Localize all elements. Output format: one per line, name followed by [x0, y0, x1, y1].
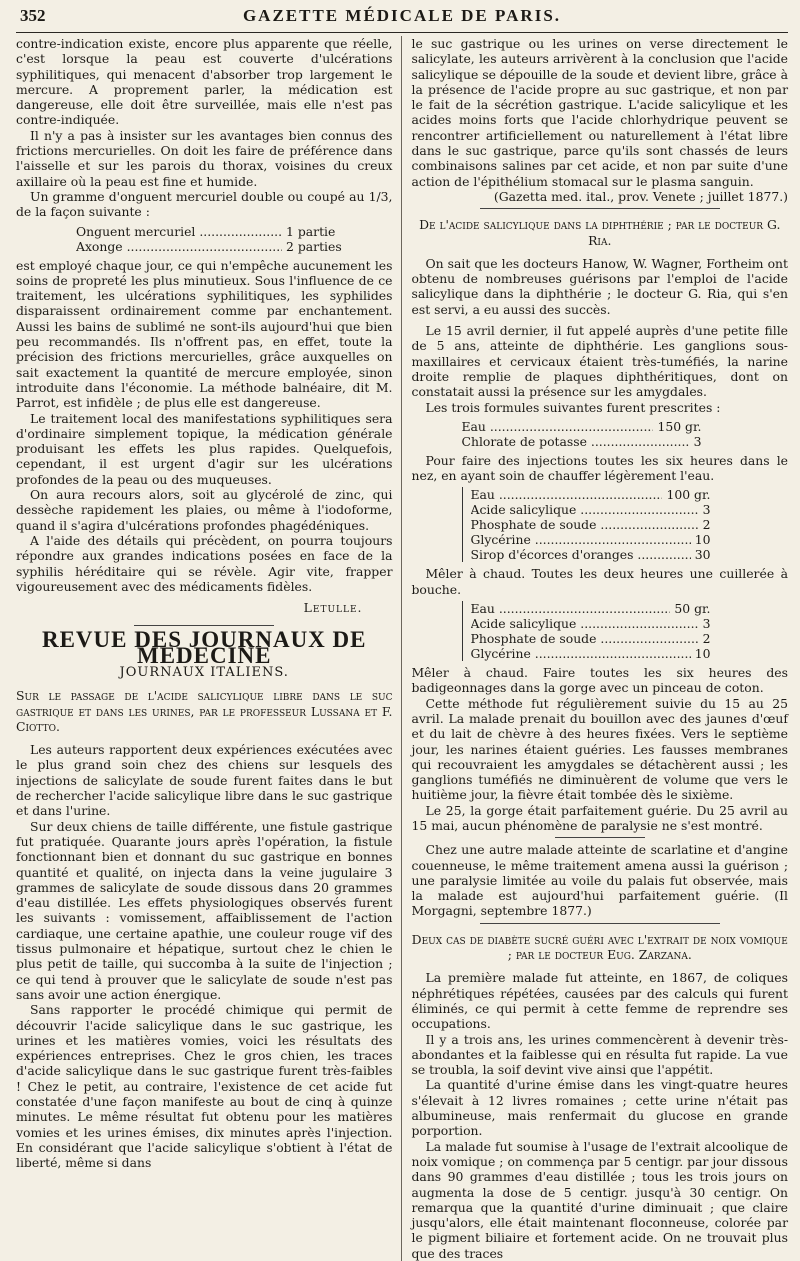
subsection-heading: JOURNAUX ITALIENS.	[119, 664, 289, 680]
paragraph: est employé chaque jour, ce qui n'empêche aucunement les soins de propreté les plus minutieux. Sous l'influence de ce traitement, les ulcérations syphilitiques, les syphilides disparaissent ordinairement comme par enchantement. Aussi les bains de sublimé ne sont-ils aujourd'hui que bien peu recommandés. Ils n'offrent pas, en effet, toute la précision des frictions mercurielles, grâce auxquelles on sait exactement la quantité de mercure employée, sinon introduite dans l'économie. La méthode balnéaire, dit M. Parrot, est infidèle ; de plus elle est dangereuse.	[16, 257, 393, 411]
page-number: 352	[20, 6, 46, 25]
paragraph: La malade fut soumise à l'usage de l'extrait alcoolique de noix vomique ; on commença par 5 centigr. par jour dissous dans 90 grammes d'eau distillée ; tous les trois jours on augmenta la dose de 5 centigr. jusqu'à 30 centigr. On remarqua que la quantité d'urine diminuait ; que claire jusqu'alors, elle était maintenant floconneuse, colorée par le pigment biliaire et fortement acide. On ne trouvait plus que des traces	[411, 1138, 788, 1261]
formula-line: Glycérine ..... 10	[471, 532, 711, 547]
paragraph: Le 25, la gorge était parfaitement guérie. Du 25 avril au 15 mai, aucun phénomène de paralysie ne s'est montré.	[411, 802, 788, 833]
formula-line: Eau ..... 50 gr.	[471, 601, 711, 616]
running-header	[16, 6, 788, 30]
author-signature: Letulle.	[303, 600, 363, 616]
separator-rule	[480, 208, 720, 209]
paragraph: A l'aide des détails qui précèdent, on pourra toujours répondre aux grandes indications posées en face de la syphilis héréditaire qui se révèle. Agir vite, frapper vigoureusement avec des médicaments fidèles.	[16, 532, 393, 594]
formula-line: Phosphate de soude ..... 2	[471, 631, 711, 646]
paragraph: Sans rapporter le procédé chimique qui permit de découvrir l'acide salicylique dans le suc gastrique, les urines et les matières vomies, voici les résultats des expériences entreprises. Chez le gros chien, les traces d'acide salicylique dans le suc gastrique furent très-faibles ! Chez le petit, au contraire, l'existence de cet acide fut constatée d'une façon manifeste au bout de cinq à quinze minutes. Le même résultat fut obtenu pour les matières vomies et les urines émises, dix minutes après l'injection. En considérant que l'acide salicylique s'obtient à l'état de liberté, même si dans	[16, 1002, 393, 1171]
paragraph: Mêler à chaud. Toutes les deux heures une cuillerée à bouche.	[411, 566, 788, 597]
article-title: Sur le passage de l'acide salicylique libre dans le suc gastrique et dans les urines, par le professeur Lussana et F. Ciotto.	[16, 688, 393, 734]
paragraph: On sait que les docteurs Hanow, W. Wagner, Fortheim ont obtenu de nombreuses guérisons par l'emploi de l'acide salicylique dans la diphthérie ; le docteur G. Ria, qui s'en est servi, a eu aussi des succès.	[411, 255, 788, 317]
paragraph: Le traitement local des manifestations syphilitiques sera d'ordinaire simplement topique, la médication générale produisant les effets les plus rapides. Quelquefois, cependant, il est urgent d'agir sur les ulcérations profondes de la peau ou des muqueuses.	[16, 410, 393, 487]
paragraph: le suc gastrique ou les urines on verse directement le salicylate, les auteurs arrivèrent à la conclusion que l'acide salicylique se dépouille de la soude et devient libre, grâce à la présence de l'acide propre au suc gastrique, et non par le fait de la sécrétion gastrique. L'acide salicylique et les acides moins forts que l'acide chlorhydrique peuvent se rencontrer artificiellement ou naturellement à l'état libre dans le suc gastrique, parce qu'ils sont chassés de leurs combinaisons salines par cet acide, et non par suite d'une action de l'épithélium stomacal sur le plasma sanguin.	[411, 36, 788, 189]
separator-rule	[134, 625, 274, 626]
paragraph: La quantité d'urine émise dans les vingt-quatre heures s'élevait à 12 livres romaines ; cette urine n'était pas albumineuse, mais renfermait du glucose en grande porportion.	[411, 1077, 788, 1139]
article-title: De l'acide salicylique dans la diphthérie ; par le docteur G. Ria.	[419, 217, 781, 248]
separator-rule	[480, 923, 720, 924]
article-title: Deux cas de diabète sucré guéri avec l'extrait de noix vomique ; par le docteur Eug. Zarzana.	[411, 931, 788, 963]
paragraph: Il n'y a pas à insister sur les avantages bien connus des frictions mercurielles. On doit les faire de préférence dans l'aisselle et sur les parois du thorax, voisines du creux axillaire où la peau est fine et humide.	[16, 127, 393, 189]
paragraph: Un gramme d'onguent mercuriel double ou coupé au 1/3, de la façon suivante :	[16, 188, 393, 220]
separator-rule	[555, 837, 645, 838]
paragraph: Mêler à chaud. Faire toutes les six heures des badigeonnages dans la gorge avec un pinceau de coton.	[411, 665, 788, 696]
formula-3	[462, 601, 711, 661]
formula-1	[462, 419, 702, 449]
formula-line: Acide salicylique ..... 3	[471, 616, 711, 631]
formula-line: Eau ..... 150 gr.	[462, 419, 702, 434]
paragraph: Chez une autre malade atteinte de scarlatine et d'angine couenneuse, le même traitement amena aussi la guérison ; une paralysie limitée au voile du palais fut observée, mais la malade est aujourd'hui parfaitement guérie. (Il Morgagni, septembre 1877.)	[411, 842, 788, 919]
paragraph: contre-indication existe, encore plus apparente que réelle, c'est lorsque la peau est couverte d'ulcérations syphilitiques, qui menacent d'absorber trop largement le mercure. A proprement parler, la médication est dangereuse, elle doit être surveillée, mais elle n'est pas contre-indiquée.	[16, 36, 393, 128]
paragraph: Pour faire des injections toutes les six heures dans le nez, en ayant soin de chauffer légèrement l'eau.	[411, 452, 788, 484]
paragraph: On aura recours alors, soit au glycérolé de zinc, qui dessèche rapidement les plaies, ou même à l'iodoforme, quand il s'agira d'ulcérations profondes phagédéniques.	[16, 487, 393, 533]
paragraph: Sur deux chiens de taille différente, une fistule gastrique fut pratiquée. Quarante jours après l'opération, la fistule fonctionnant bien et donnant du suc gastrique en bonnes quantité et qualité, on injecta dans la veine jugulaire 3 grammes de salicylate de soude dissous dans 20 grammes d'eau distillée. Les effets physiologiques observés furent les suivants : vomissement, affaiblissement de l'action cardiaque, une certaine apathie, une couleur rouge vif des tissus pulmonaire et hépatique, surtout chez le chien le plus petit de taille, qui succomba à la suite de l'injection ; ce qui tend à prouver que le salicylate de soude n'est pas sans avoir une action énergique.	[16, 818, 393, 1002]
right-column	[402, 36, 789, 1261]
recipe-line: Onguent mercuriel ..... 1 partie	[76, 224, 366, 239]
left-column	[16, 36, 402, 1261]
paragraph: Les trois formules suivantes furent prescrites :	[425, 399, 721, 415]
formula-line: Chlorate de potasse ..... 3	[462, 434, 702, 449]
source-citation: (Gazetta med. ital., prov. Venete ; juillet 1877.)	[493, 188, 788, 204]
journal-title: GAZETTE MÉDICALE DE PARIS.	[242, 6, 562, 25]
formula-line: Glycérine ..... 10	[471, 646, 711, 661]
formula-2	[462, 487, 711, 562]
paragraph: Le 15 avril dernier, il fut appelé auprès d'une petite fille de 5 ans, atteinte de diphthérie. Les ganglions sous-maxillaires et cervicaux étaient très-tuméfiés, la narine droite remplie de plaques diphthéritiques, dont on constatait aussi la présence sur les amygdales.	[411, 323, 788, 400]
formula-line: Sirop d'écorces d'oranges ..... 30	[471, 547, 711, 562]
formula-line: Phosphate de soude ..... 2	[471, 517, 711, 532]
formula-line: Acide salicylique ..... 3	[471, 502, 711, 517]
ointment-recipe	[76, 224, 366, 254]
header-rule	[16, 32, 788, 33]
paragraph: Les auteurs rapportent deux expériences exécutées avec le plus grand soin chez des chiens sur lesquels des injections de salicylate de soude furent faites dans le but de rechercher l'acide salicylique libre dans le suc gastrique et dans l'urine.	[16, 742, 393, 819]
paragraph: Il y a trois ans, les urines commencèrent à devenir très-abondantes et la faiblesse qui en résulta fut rapide. La vue se troubla, la soif devint vive ainsi que l'appétit.	[411, 1031, 788, 1078]
recipe-line: Axonge ..... 2 parties	[76, 239, 366, 254]
paragraph: La première malade fut atteinte, en 1867, de coliques néphrétiques répétées, causées par des calculs qui furent éliminés, ce qui permit à cette femme de reprendre ses occupations.	[411, 970, 788, 1032]
formula-line: Eau ..... 100 gr.	[471, 487, 711, 502]
section-heading: REVUE DES JOURNAUX DE MEDECINE	[41, 627, 367, 668]
paragraph: Cette méthode fut régulièrement suivie du 15 au 25 avril. La malade prenait du bouillon avec des jaunes d'œuf et du lait de chèvre à des heures fixées. Vers le septième jour, les narines étaient guéries. Les fausses membranes qui recouvraient les amygdales se détachèrent aussi ; les ganglions tuméfiés ne diminuèrent de volume que vers le huitième jour, la fièvre était tombée dès le sixième.	[411, 695, 788, 803]
